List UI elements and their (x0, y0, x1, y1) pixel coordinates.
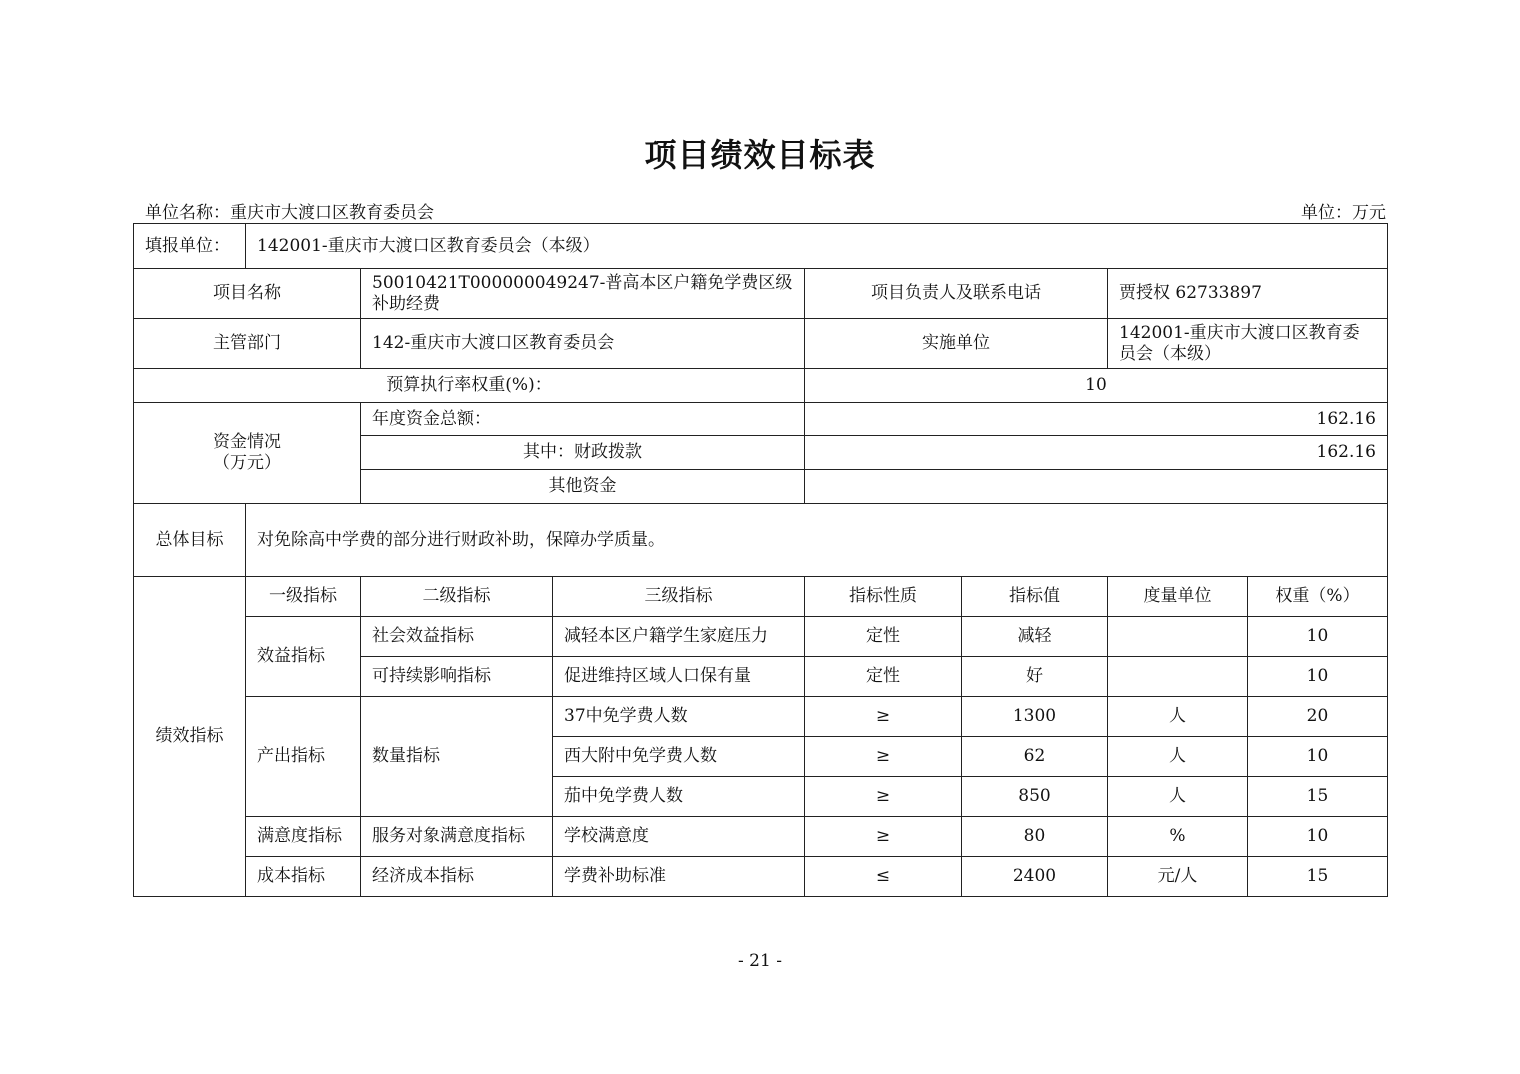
value-cell: 好 (962, 657, 1108, 697)
level2-quantity: 数量指标 (361, 697, 553, 817)
value-cell: 1300 (962, 697, 1108, 737)
header-nature: 指标性质 (805, 577, 962, 617)
funds-fiscal-label: 其中：财政拨款 (361, 436, 805, 470)
dept-row (134, 319, 1388, 369)
weight-cell: 20 (1248, 697, 1388, 737)
weight-cell: 10 (1248, 737, 1388, 777)
level1-benefit: 效益指标 (246, 617, 361, 697)
unit-cell: 人 (1108, 777, 1248, 817)
project-name-line-2: 补助经费 (372, 293, 440, 314)
funds-total-row (134, 403, 1388, 436)
fill-unit-row (134, 224, 1388, 269)
nature-cell: ≥ (805, 737, 962, 777)
fill-unit-value: 142001-重庆市大渡口区教育委员会（本级） (246, 224, 1388, 269)
nature-cell: ≥ (805, 697, 962, 737)
value-cell: 减轻 (962, 617, 1108, 657)
nature-cell: ≤ (805, 857, 962, 897)
project-name-line-1: 50010421T000000049247-普高本区户籍免学费区级 (372, 272, 793, 293)
funds-label-line-1: 资金情况 (213, 432, 281, 452)
funds-fiscal-value: 162.16 (805, 436, 1388, 470)
unit-cell: % (1108, 817, 1248, 857)
unit-cell: 人 (1108, 737, 1248, 777)
indicator-row (134, 617, 1388, 657)
weight-cell: 15 (1248, 777, 1388, 817)
unit-cell: 人 (1108, 697, 1248, 737)
weight-cell: 10 (1248, 617, 1388, 657)
indicator-header-row (134, 577, 1388, 617)
funds-label (134, 403, 361, 504)
funds-other-label: 其他资金 (361, 470, 805, 504)
budget-weight-value: 10 (805, 369, 1388, 403)
dept-label: 主管部门 (134, 319, 361, 369)
weight-cell: 10 (1248, 657, 1388, 697)
value-cell: 2400 (962, 857, 1108, 897)
unit-cell (1108, 617, 1248, 657)
page-number: - 21 - (738, 951, 782, 971)
header-value: 指标值 (962, 577, 1108, 617)
indicator-row (134, 817, 1388, 857)
budget-weight-row (134, 369, 1388, 403)
header-level3: 三级指标 (553, 577, 805, 617)
goal-label: 总体目标 (134, 504, 246, 577)
impl-unit-label: 实施单位 (805, 319, 1108, 369)
value-cell: 850 (962, 777, 1108, 817)
nature-cell: ≥ (805, 817, 962, 857)
level2-social: 社会效益指标 (361, 617, 553, 657)
dept-value: 142-重庆市大渡口区教育委员会 (361, 319, 805, 369)
level1-output: 产出指标 (246, 697, 361, 817)
funds-total-label: 年度资金总额： (361, 403, 805, 436)
level3-cell: 西大附中免学费人数 (553, 737, 805, 777)
funds-other-value (805, 470, 1388, 504)
header-unit: 度量单位 (1108, 577, 1248, 617)
goal-row (134, 504, 1388, 577)
goal-value: 对免除高中学费的部分进行财政补助，保障办学质量。 (246, 504, 1388, 577)
project-name-row (134, 269, 1388, 319)
performance-table (133, 223, 1388, 897)
level3-cell: 茄中免学费人数 (553, 777, 805, 817)
page-title: 项目绩效目标表 (644, 136, 876, 174)
unit-name-label: 单位名称：重庆市大渡口区教育委员会 (145, 203, 434, 223)
unit-cell (1108, 657, 1248, 697)
fill-unit-label: 填报单位： (134, 224, 246, 269)
funds-label-line-2: （万元） (213, 453, 281, 473)
value-cell: 62 (962, 737, 1108, 777)
indicators-label: 绩效指标 (134, 577, 246, 897)
funds-total-value: 162.16 (805, 403, 1388, 436)
nature-cell: 定性 (805, 657, 962, 697)
value-cell: 80 (962, 817, 1108, 857)
header-level1: 一级指标 (246, 577, 361, 617)
level3-cell: 减轻本区户籍学生家庭压力 (553, 617, 805, 657)
level2-service-satisfaction: 服务对象满意度指标 (361, 817, 553, 857)
header-level2: 二级指标 (361, 577, 553, 617)
level3-cell: 学费补助标准 (553, 857, 805, 897)
weight-cell: 10 (1248, 817, 1388, 857)
nature-cell: ≥ (805, 777, 962, 817)
leader-value: 贾授权 62733897 (1108, 269, 1388, 319)
indicator-row (134, 697, 1388, 737)
weight-cell: 15 (1248, 857, 1388, 897)
level1-cost: 成本指标 (246, 857, 361, 897)
level3-cell: 促进维持区域人口保有量 (553, 657, 805, 697)
level2-sustainable: 可持续影响指标 (361, 657, 553, 697)
header-weight: 权重（%） (1248, 577, 1388, 617)
project-name-label: 项目名称 (134, 269, 361, 319)
unit-measure-label: 单位：万元 (1301, 203, 1386, 223)
indicator-row (134, 857, 1388, 897)
level1-satisfaction: 满意度指标 (246, 817, 361, 857)
project-name-value (361, 269, 805, 319)
leader-label: 项目负责人及联系电话 (805, 269, 1108, 319)
nature-cell: 定性 (805, 617, 962, 657)
level3-cell: 37中免学费人数 (553, 697, 805, 737)
budget-weight-label: 预算执行率权重(%)： (134, 369, 805, 403)
impl-unit-line-1: 142001-重庆市大渡口区教育委 (1119, 322, 1360, 343)
unit-cell: 元/人 (1108, 857, 1248, 897)
impl-unit-line-2: 员会（本级） (1119, 343, 1221, 364)
level3-cell: 学校满意度 (553, 817, 805, 857)
level2-economic-cost: 经济成本指标 (361, 857, 553, 897)
impl-unit-value (1108, 319, 1388, 369)
